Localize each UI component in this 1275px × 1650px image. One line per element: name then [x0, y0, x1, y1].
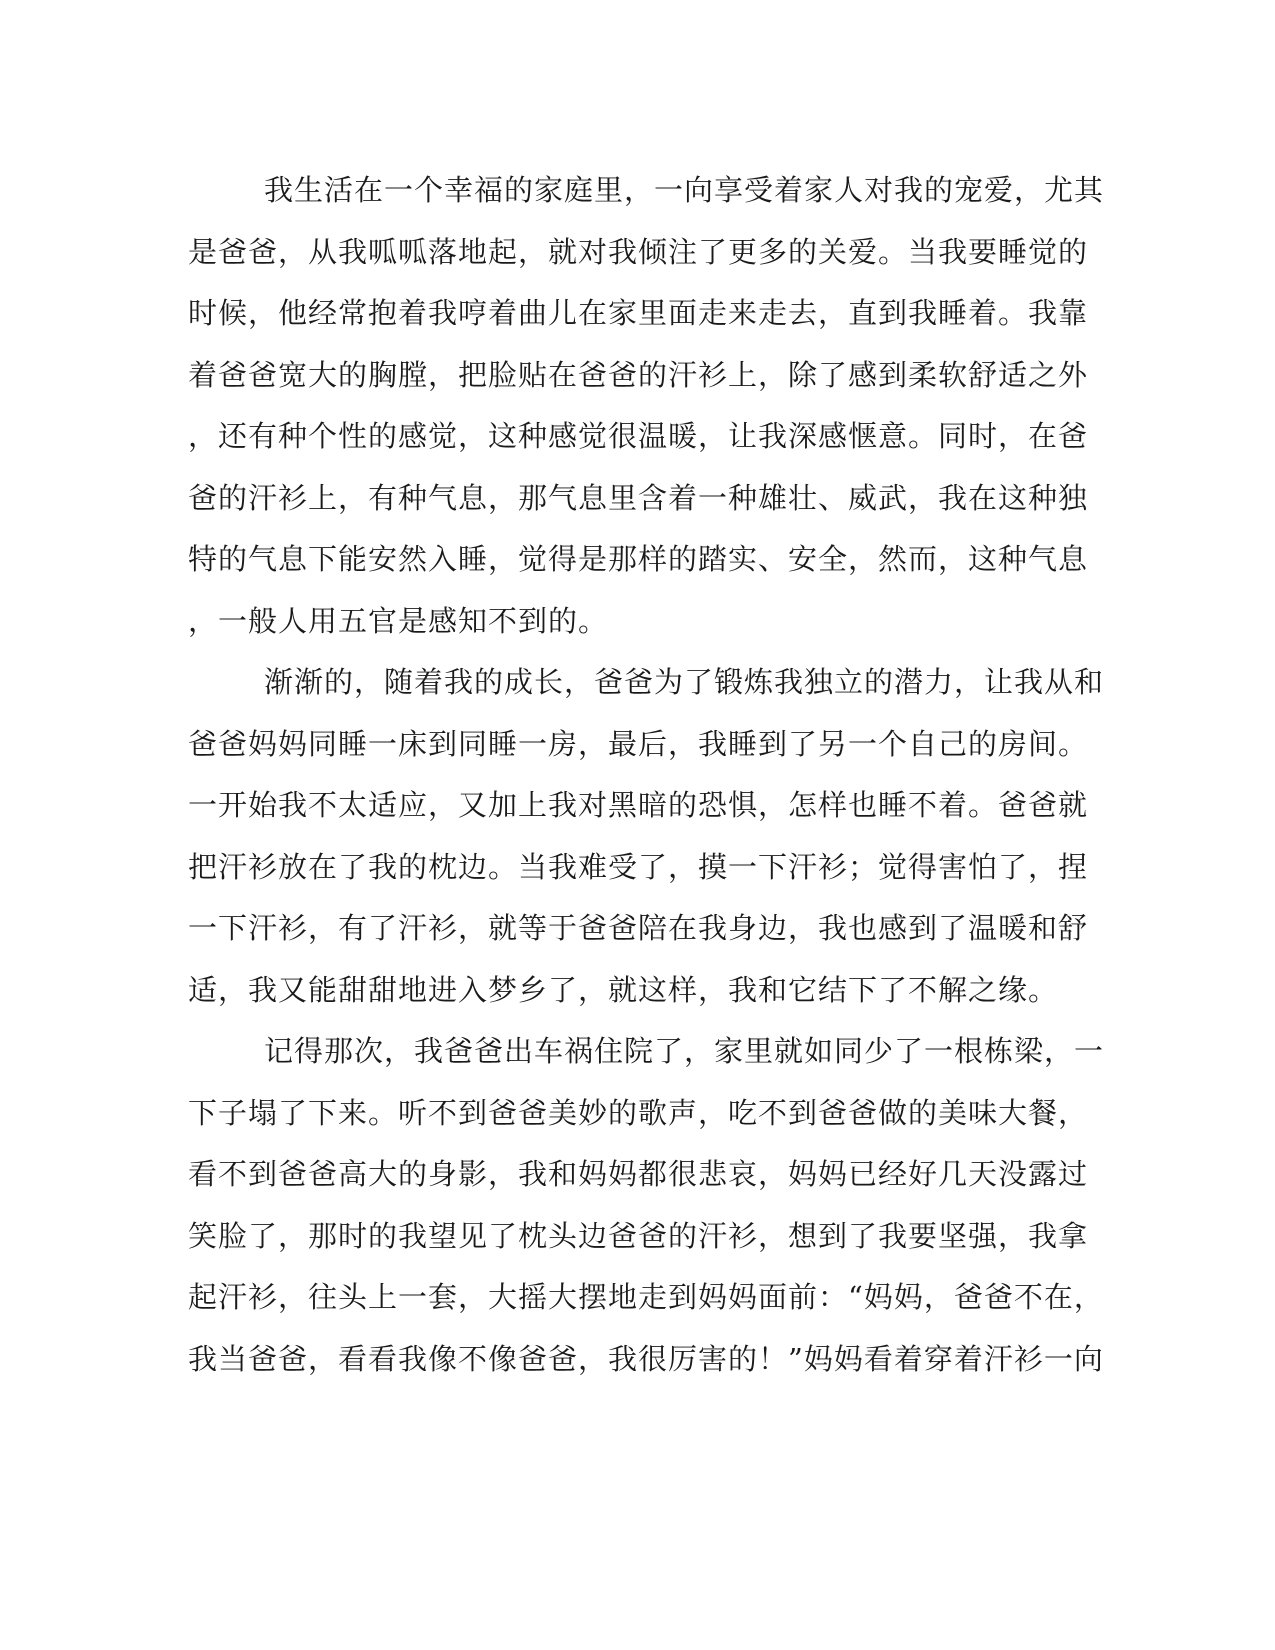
text-line: 爸的汗衫上，有种气息，那气息里含着一种雄壮、威武，我在这种独: [188, 480, 1089, 515]
text-line: 适，我又能甜甜地进入梦乡了，就这样，我和它结下了不解之缘。: [188, 972, 1059, 1007]
paragraph-3: [188, 1021, 1105, 1390]
text-line: 一下汗衫，有了汗衫，就等于爸爸陪在我身边，我也感到了温暖和舒: [188, 911, 1089, 945]
text-line: 渐渐的，随着我的成长，爸爸为了锻炼我独立的潜力，让我从和: [264, 665, 1105, 699]
text-line: 看不到爸爸高大的身影，我和妈妈都很悲哀，妈妈已经好几天没露过: [188, 1157, 1089, 1191]
text-line: 我生活在一个幸福的家庭里，一向享受着家人对我的宠爱，尤其: [264, 173, 1105, 207]
text-line: 把汗衫放在了我的枕边。当我难受了，摸一下汗衫；觉得害怕了，捏: [188, 849, 1089, 884]
paragraph-2: [188, 652, 1105, 1021]
text-line: ，还有种个性的感觉，这种感觉很温暖，让我深感惬意。同时，在爸: [188, 419, 1089, 453]
text-line: 起汗衫，往头上一套，大摇大摆地走到妈妈面前：“妈妈，爸爸不在，: [188, 1280, 1104, 1314]
text-line: 一开始我不太适应，又加上我对黑暗的恐惧，怎样也睡不着。爸爸就: [188, 788, 1089, 822]
text-line: 特的气息下能安然入睡，觉得是那样的踏实、安全，然而，这种气息: [188, 542, 1089, 576]
text-line: 时候，他经常抱着我哼着曲儿在家里面走来走去，直到我睡着。我靠: [188, 296, 1089, 330]
text-line: 下子塌了下来。听不到爸爸美妙的歌声，吃不到爸爸做的美味大餐，: [188, 1095, 1089, 1130]
text-line: 我当爸爸，看看我像不像爸爸，我很厉害的！”妈妈看着穿着汗衫一向: [188, 1341, 1104, 1376]
text-line: 笑脸了，那时的我望见了枕头边爸爸的汗衫，想到了我要坚强，我拿: [188, 1218, 1089, 1253]
text-line: 爸爸妈妈同睡一床到同睡一房，最后，我睡到了另一个自己的房间。: [188, 726, 1089, 761]
text-line: 记得那次，我爸爸出车祸住院了，家里就如同少了一根栋梁，一: [264, 1034, 1105, 1068]
text-line: ，一般人用五官是感知不到的。: [188, 603, 609, 638]
paragraph-1: [188, 160, 1105, 652]
text-line: 是爸爸，从我呱呱落地起，就对我倾注了更多的关爱。当我要睡觉的: [188, 234, 1089, 269]
text-line: 着爸爸宽大的胸膛，把脸贴在爸爸的汗衫上，除了感到柔软舒适之外: [188, 357, 1089, 392]
body-text: [188, 160, 1105, 1390]
